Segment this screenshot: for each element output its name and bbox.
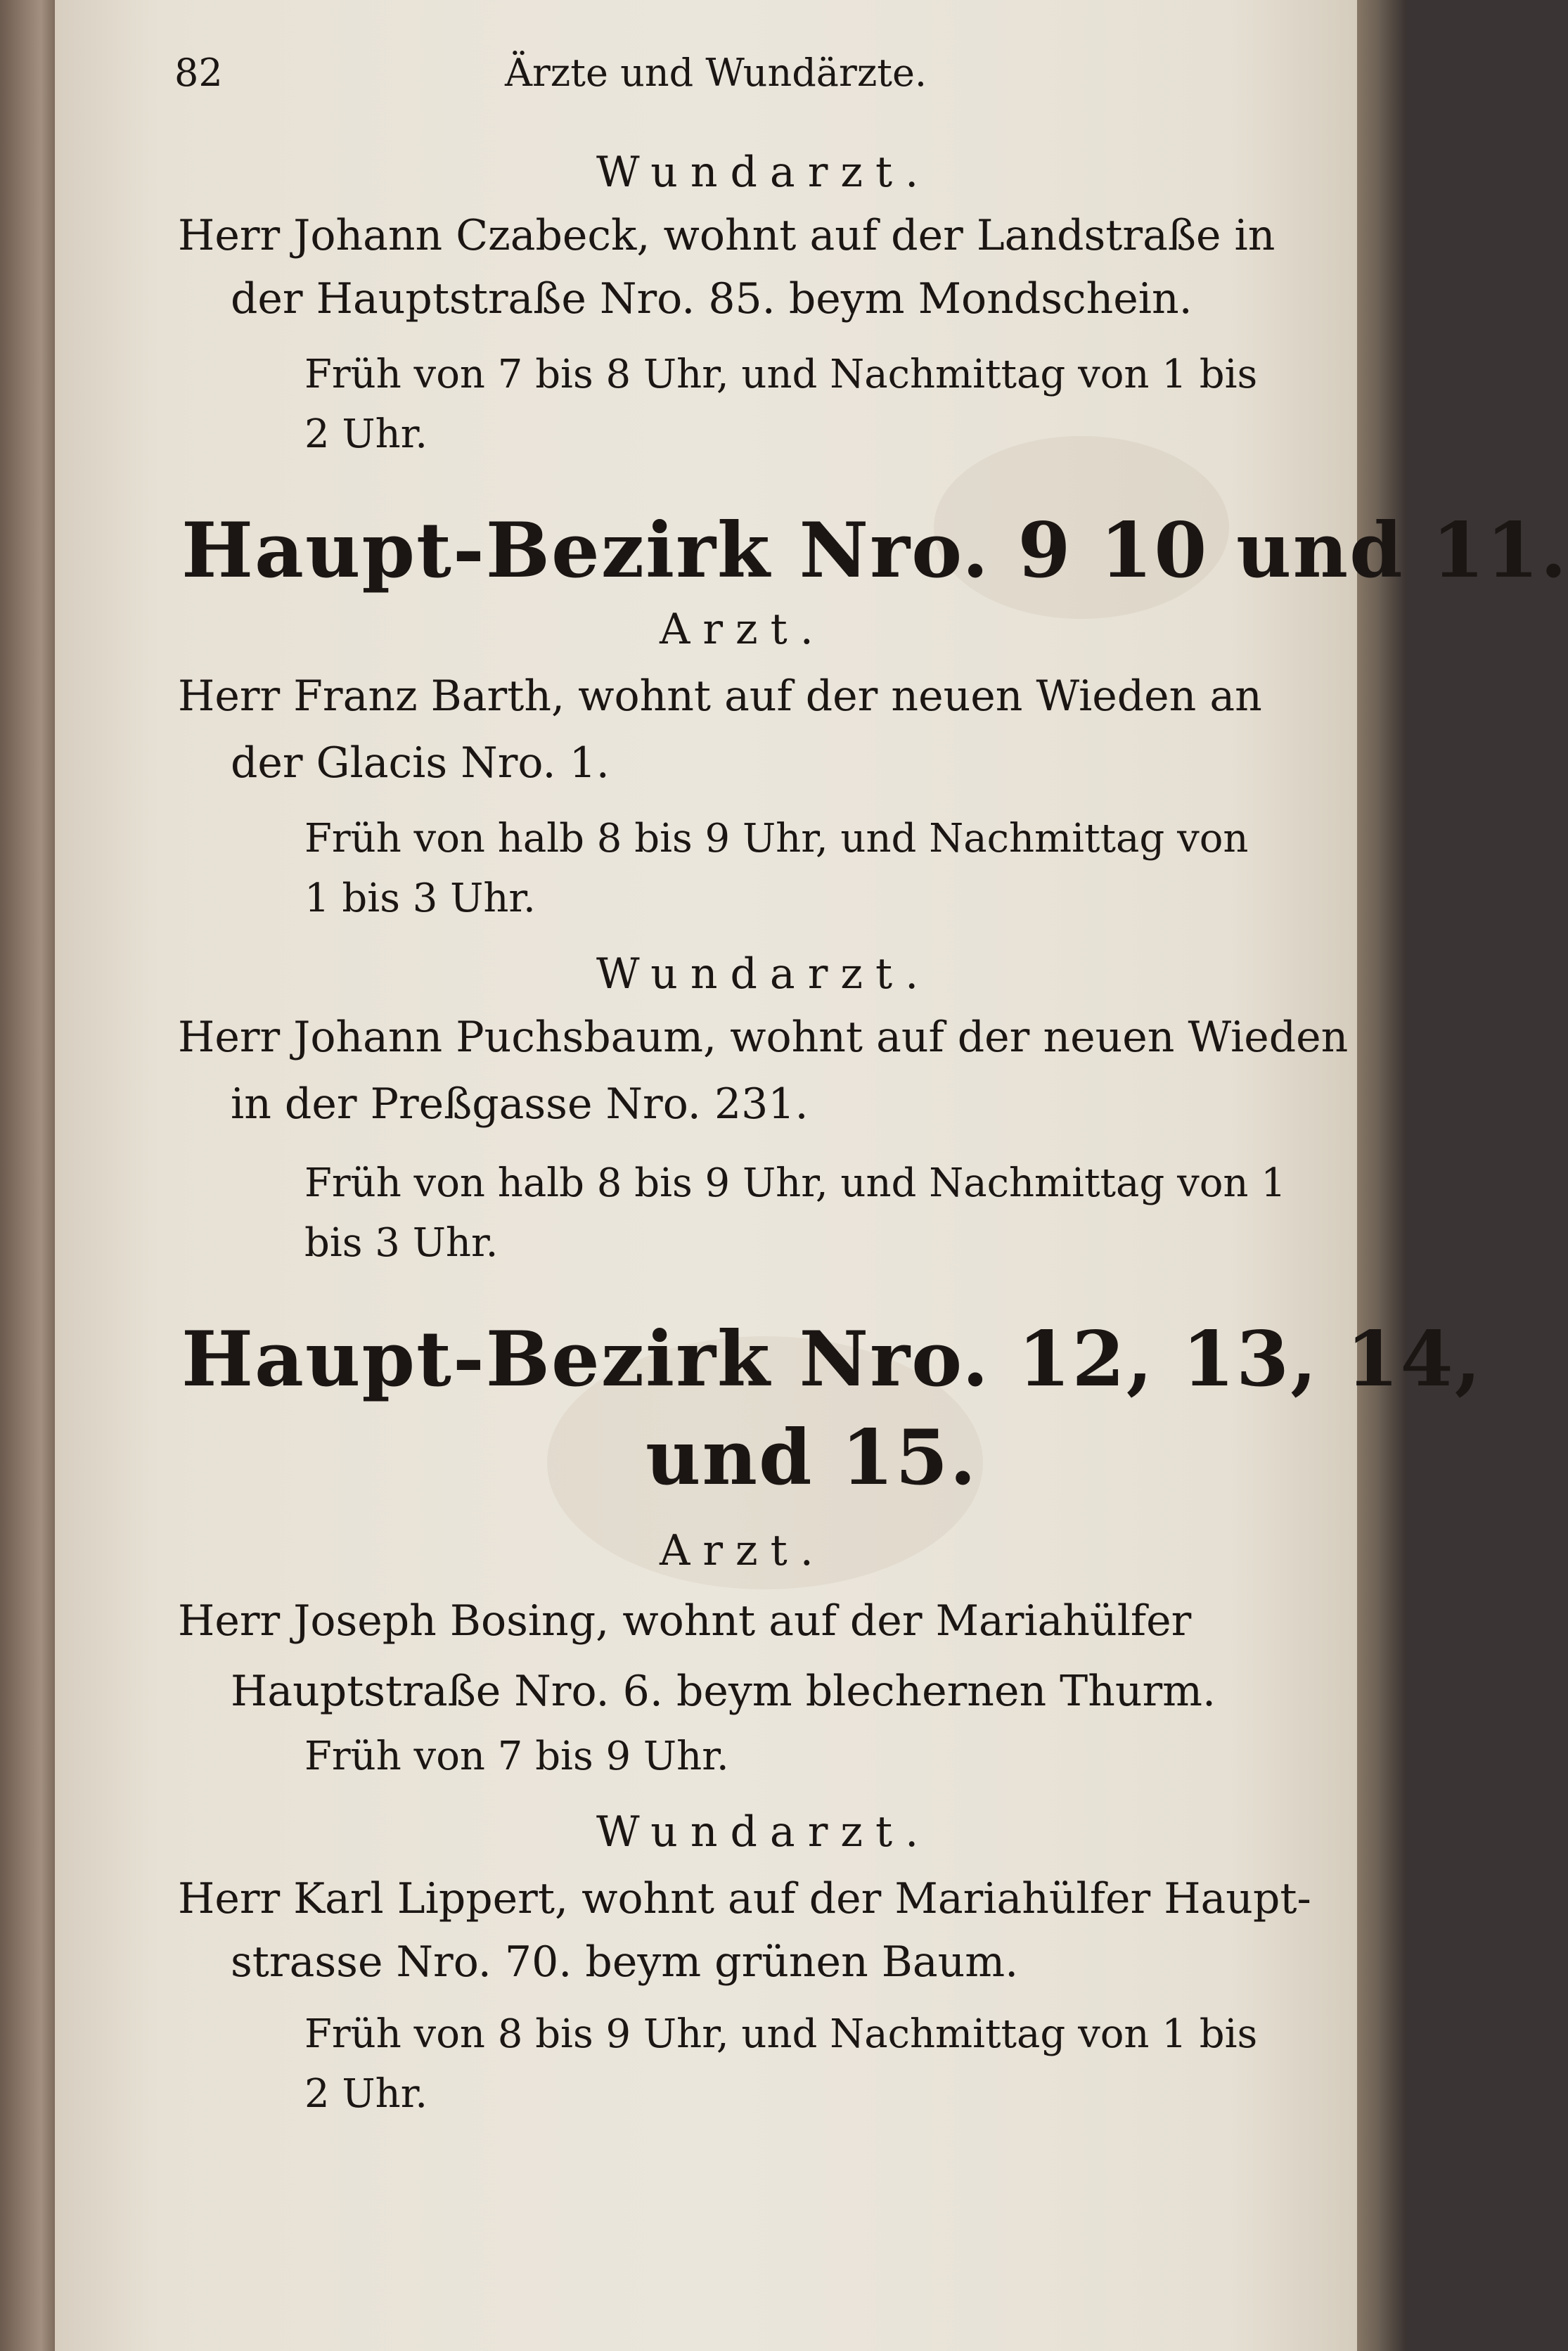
district-heading-continued: und 15.: [645, 1414, 978, 1502]
hours-line: 2 Uhr.: [304, 411, 428, 457]
running-title: Ärzte und Wundärzte.: [505, 51, 927, 95]
entry-line: Hauptstraße Nro. 6. beym blechernen Thurm.: [231, 1667, 1216, 1716]
page-number: 82: [174, 51, 223, 95]
entry-line: strasse Nro. 70. beym grünen Baum.: [231, 1937, 1019, 1987]
hours-line: 1 bis 3 Uhr.: [304, 876, 536, 921]
entry-line: Herr Franz Barth, wohnt auf der neuen Wieden an: [178, 672, 1262, 721]
entry-line: der Hauptstraße Nro. 85. beym Mondschein.: [231, 274, 1193, 323]
hours-line: 2 Uhr.: [304, 2071, 428, 2117]
role-heading-wundarzt: Wundarzt.: [596, 1807, 932, 1857]
role-heading-arzt: Arzt.: [660, 605, 826, 654]
book-page: [55, 0, 1568, 2351]
entry-line: Herr Karl Lippert, wohnt auf der Mariahülfer Haupt-: [178, 1874, 1311, 1923]
role-heading-wundarzt: Wundarzt.: [596, 949, 932, 999]
entry-line: in der Preßgasse Nro. 231.: [231, 1080, 809, 1129]
role-heading-arzt: Arzt.: [660, 1526, 826, 1575]
hours-line: Früh von halb 8 bis 9 Uhr, und Nachmittag von 1: [304, 1160, 1286, 1206]
role-heading-wundarzt: Wundarzt.: [596, 148, 932, 197]
entry-line: Herr Joseph Bosing, wohnt auf der Mariahülfer: [178, 1596, 1192, 1646]
hours-line: Früh von halb 8 bis 9 Uhr, und Nachmittag von: [304, 816, 1249, 861]
page-edge: [1354, 0, 1406, 2351]
hours-line: Früh von 8 bis 9 Uhr, und Nachmittag von 1 bis: [304, 2011, 1258, 2057]
entry-line: Herr Johann Czabeck, wohnt auf der Landstraße in: [178, 211, 1275, 260]
district-heading: Haupt-Bezirk Nro. 12, 13, 14,: [181, 1315, 1483, 1404]
entry-line: Herr Johann Puchsbaum, wohnt auf der neuen Wieden: [178, 1013, 1349, 1062]
entry-line: der Glacis Nro. 1.: [231, 738, 610, 788]
hours-line: bis 3 Uhr.: [304, 1220, 499, 1266]
book-spine: [0, 0, 55, 2351]
district-heading: Haupt-Bezirk Nro. 9 10 und 11.: [181, 506, 1568, 595]
hours-line: Früh von 7 bis 8 Uhr, und Nachmittag von 1 bis: [304, 352, 1258, 397]
hours-line: Früh von 7 bis 9 Uhr.: [304, 1734, 729, 1779]
